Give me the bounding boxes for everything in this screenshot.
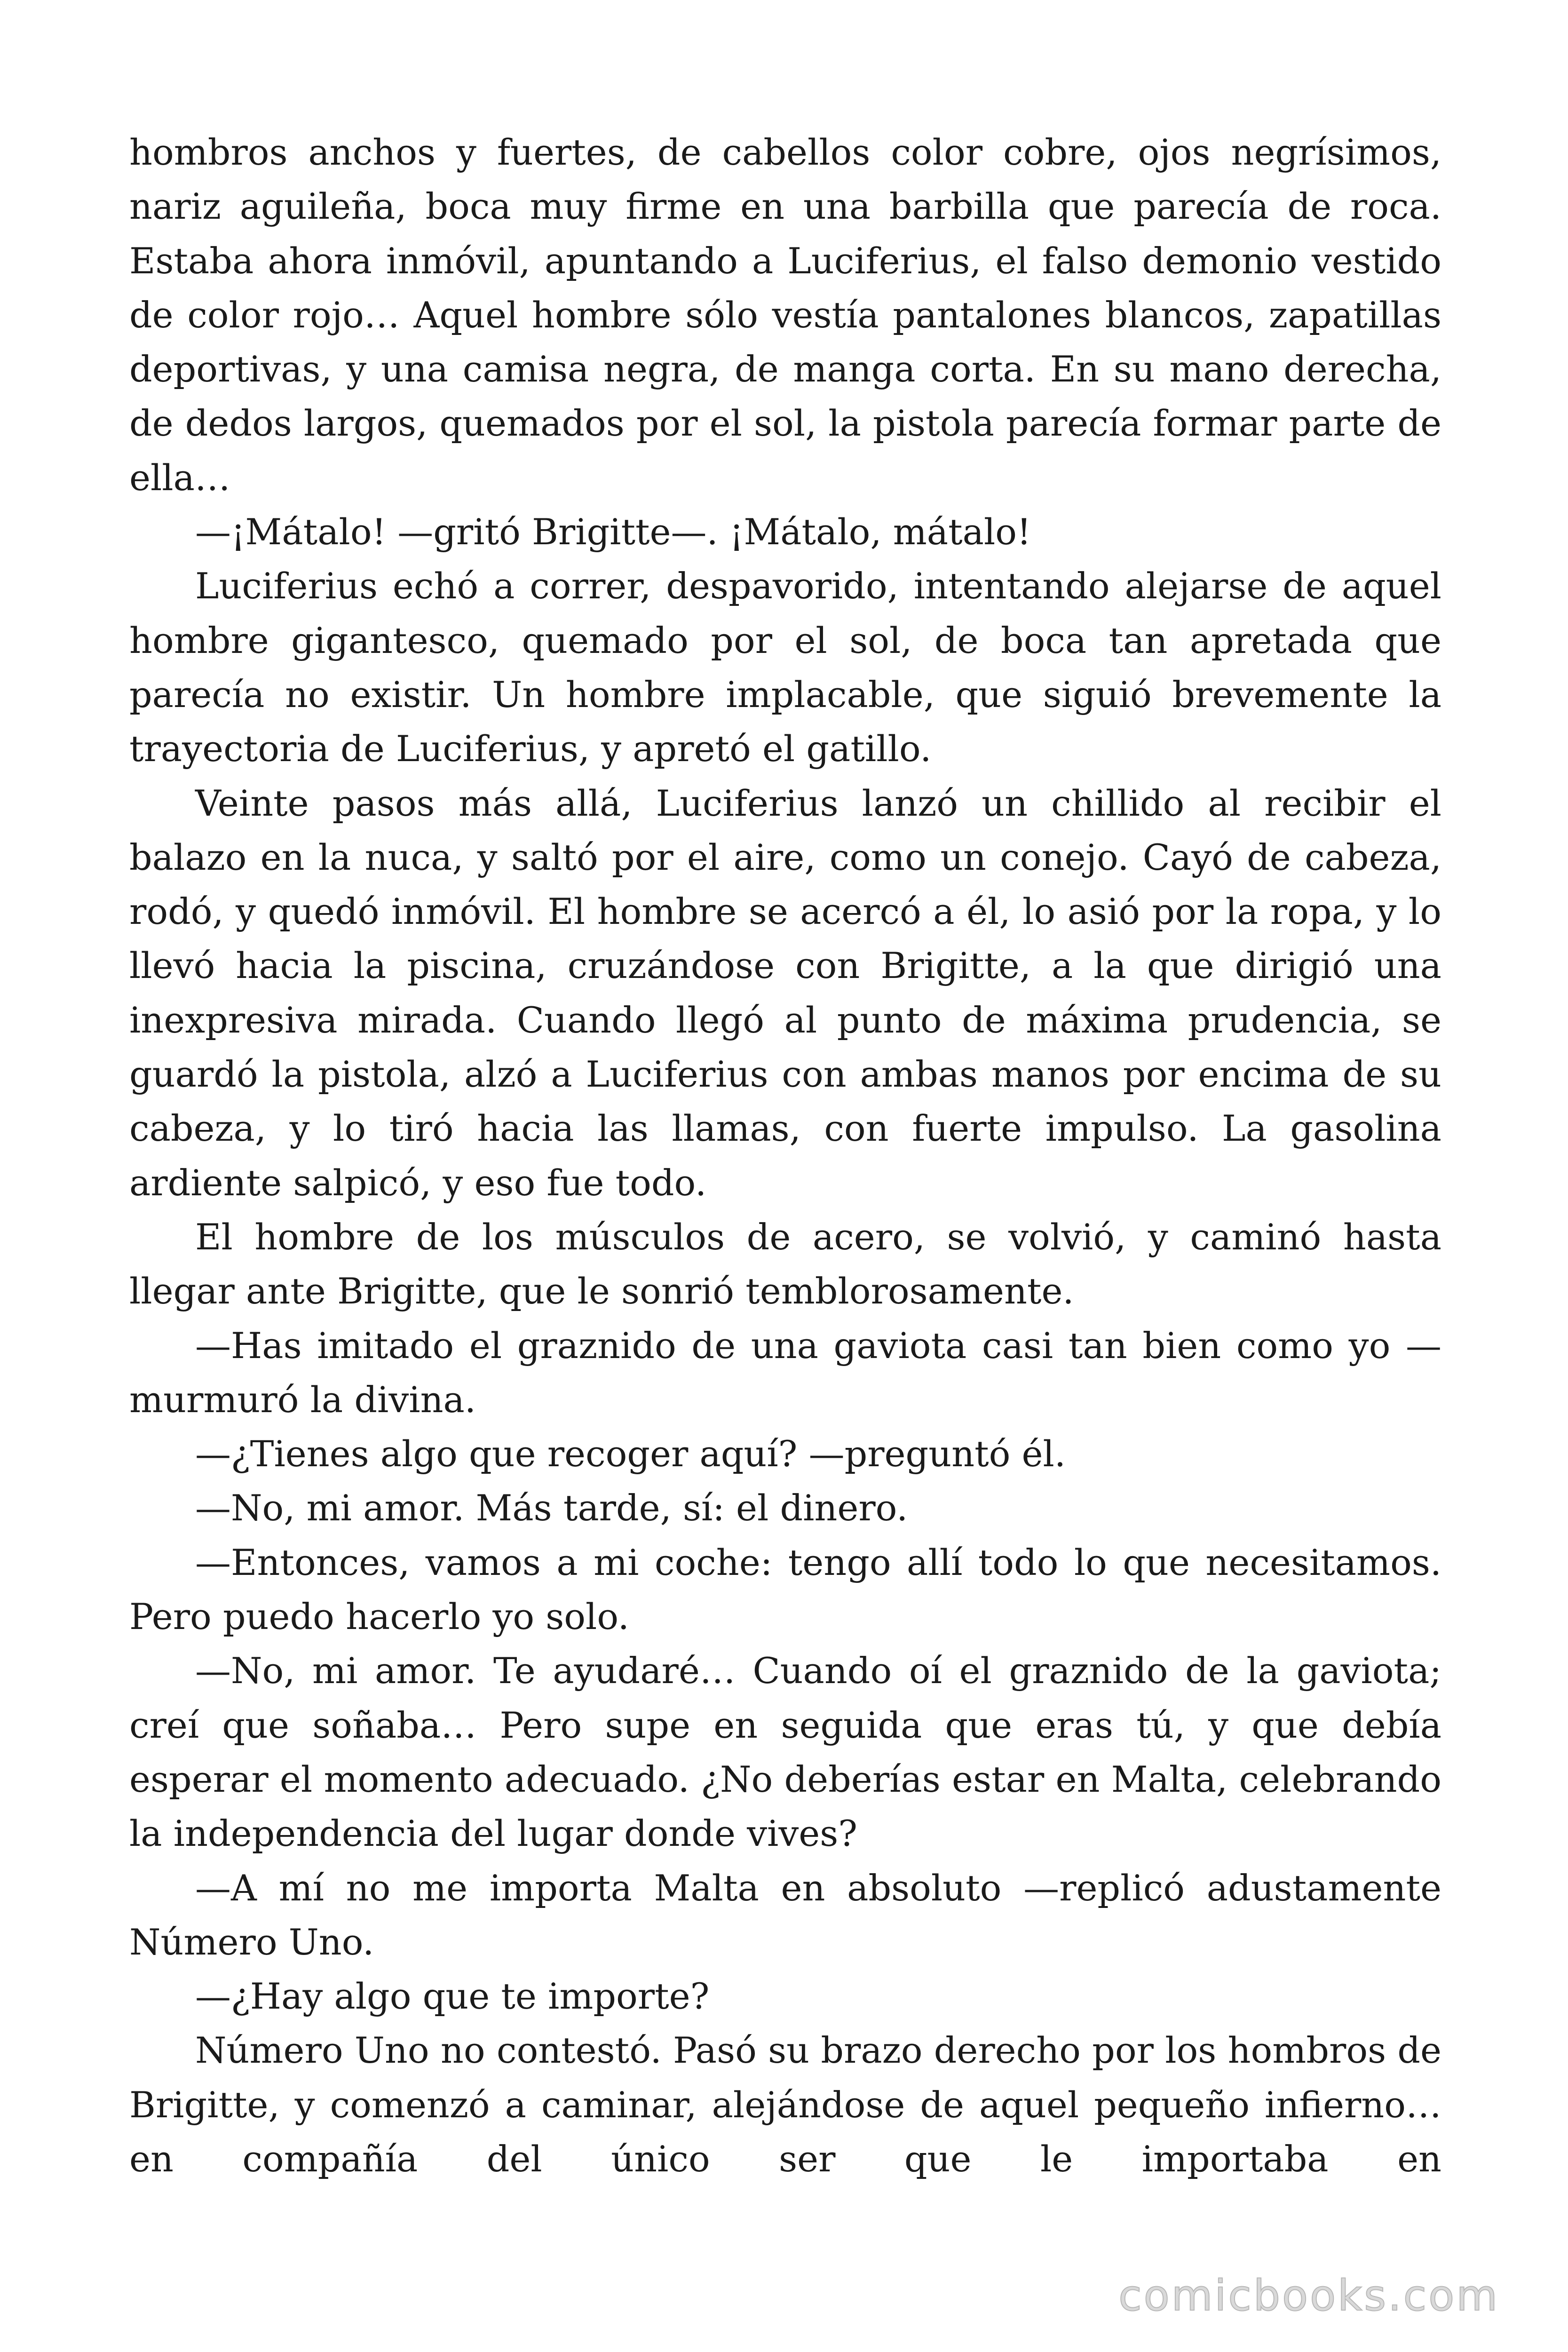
paragraph: —Entonces, vamos a mi coche: tengo allí todo lo que necesitamos. Pero puedo hacerlo yo solo. — [129, 1541, 1441, 1638]
paragraph: —Has imitado el graznido de una gaviota casi tan bien como yo —murmuró la divina. — [129, 1324, 1441, 1421]
watermark: comicbooks.com — [1118, 2271, 1499, 2320]
paragraph: hombros anchos y fuertes, de cabellos color cobre, ojos negrísimos, nariz aguileña, boca muy firme en una barbilla que parecía de roca. Estaba ahora inmóvil, apuntando a Luciferius, el falso demonio vestido de color rojo… Aquel hombre sólo vestía pantalones blancos, zapatillas deportivas, y una camisa negra, de manga corta. En su mano derecha, de dedos largos, quemados por el sol, la pistola parecía formar parte de ella… — [129, 131, 1441, 499]
paragraph: —¿Tienes algo que recoger aquí? —preguntó él. — [195, 1433, 1066, 1475]
paragraph: —No, mi amor. Más tarde, sí: el dinero. — [195, 1487, 908, 1529]
paragraph: Número Uno no contestó. Pasó su brazo derecho por los hombros de Brigitte, y comenzó a caminar, alejándose de aquel pequeño infierno… en compañía del único ser que le importaba en — [129, 2029, 1441, 2180]
paragraph: Veinte pasos más allá, Luciferius lanzó un chillido al recibir el balazo en la nuca, y saltó por el aire, como un conejo. Cayó de cabeza, rodó, y quedó inmóvil. El hombre se acercó a él, lo asió por la ropa, y lo llevó hacia la piscina, cruzándose con Brigitte, a la que dirigió una inexpresiva mirada. Cuando llegó al punto de máxima prudencia, se guardó la pistola, alzó a Luciferius con ambas manos por encima de su cabeza, y lo tiró hacia las llamas, con fuerte impulso. La gasolina ardiente salpicó, y eso fue todo. — [129, 782, 1441, 1204]
body-text — [129, 125, 1441, 2186]
paragraph: El hombre de los músculos de acero, se volvió, y caminó hasta llegar ante Brigitte, que le sonrió temblorosamente. — [129, 1216, 1441, 1312]
paragraph: —A mí no me importa Malta en absoluto —replicó adustamente Número Uno. — [129, 1867, 1441, 1963]
paragraph: —¿Hay algo que te importe? — [195, 1975, 710, 2018]
paragraph: Luciferius echó a correr, despavorido, intentando alejarse de aquel hombre gigantesco, quemado por el sol, de boca tan apretada que parecía no existir. Un hombre implacable, que siguió brevemente la trayectoria de Luciferius, y apretó el gatillo. — [129, 565, 1441, 770]
paragraph: —¡Mátalo! —gritó Brigitte—. ¡Mátalo, mátalo! — [195, 511, 1031, 553]
paragraph: —No, mi amor. Te ayudaré… Cuando oí el graznido de la gaviota; creí que soñaba… Pero supe en seguida que eras tú, y que debía esperar el momento adecuado. ¿No deberías estar en Malta, celebrando la independencia del lugar donde vives? — [129, 1650, 1441, 1855]
